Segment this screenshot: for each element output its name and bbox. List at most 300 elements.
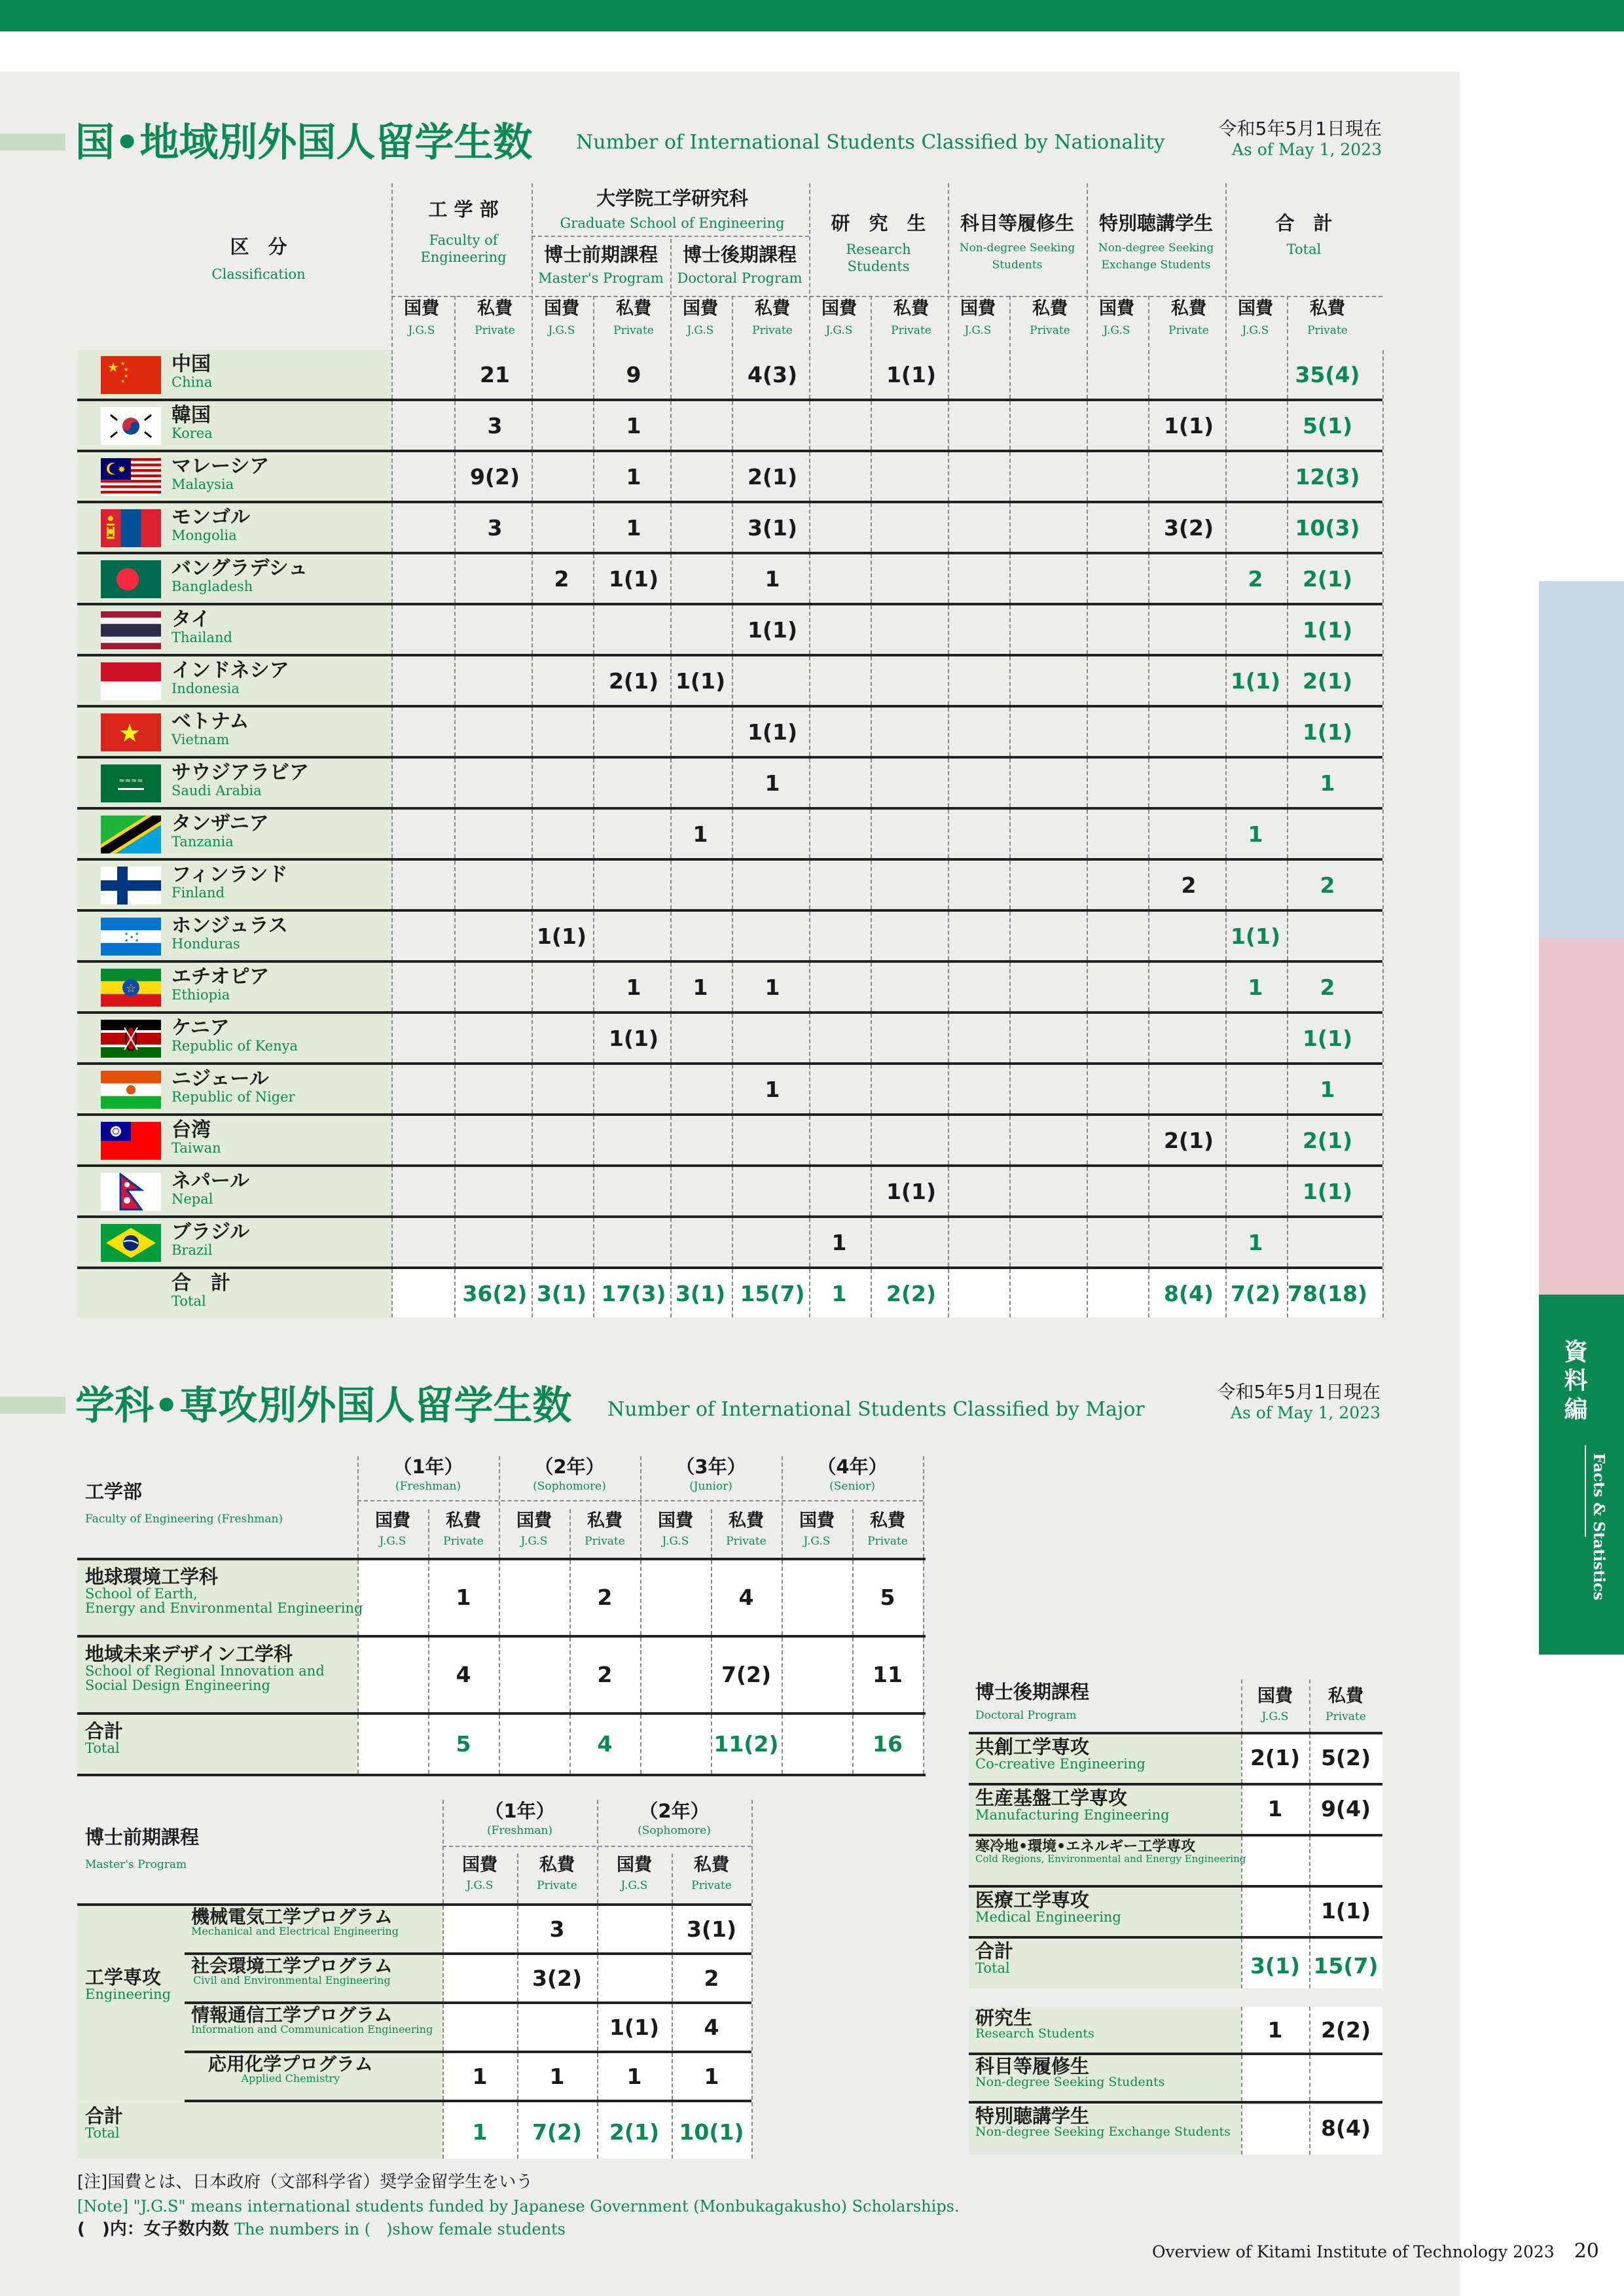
- program-name-en: Information and Communication Engineering: [191, 2023, 433, 2036]
- cell-divider: [948, 759, 949, 807]
- other-name-jp: 研究生: [975, 2007, 1033, 2029]
- cell-value: 1: [765, 975, 780, 1000]
- cell-divider: [1382, 452, 1384, 501]
- country-name-en: Republic of Niger: [171, 1088, 295, 1105]
- cell-divider: [1287, 810, 1288, 858]
- cell-value: 1(1): [608, 566, 659, 592]
- country-label: [171, 354, 212, 389]
- cell-value: 1: [626, 975, 641, 1000]
- cell-value: 2(1): [1163, 1128, 1214, 1153]
- cell-divider: [1382, 759, 1384, 807]
- group-label: [85, 1967, 171, 2001]
- cell-divider: [1087, 350, 1088, 399]
- cell-value: 1(1): [1302, 719, 1353, 745]
- cell-divider: [1148, 708, 1149, 756]
- cell-value: 7(2): [721, 1662, 772, 1687]
- cell-value: 17(3): [601, 1281, 666, 1306]
- cell-divider: [809, 861, 810, 909]
- cell-divider: [1087, 656, 1088, 705]
- cell-divider: [751, 1906, 753, 1952]
- cell-divider: [391, 1167, 393, 1215]
- cell-divider: [640, 1638, 641, 1712]
- cell-value: 1(1): [1230, 668, 1281, 694]
- program-name-en: Applied Chemistry: [241, 2072, 340, 2085]
- cell-value: 2: [1320, 975, 1335, 1000]
- cell-divider: [454, 656, 456, 705]
- country-name-jp: フィンランド: [171, 863, 288, 886]
- cell-divider: [1241, 2055, 1242, 2101]
- doctoral-head-en: Doctoral Program: [975, 1709, 1077, 1722]
- cell-value: 2: [1320, 872, 1335, 898]
- cell-divider: [1009, 1269, 1011, 1318]
- flag-brazil-icon: [101, 1224, 161, 1262]
- cell-value: 36(2): [462, 1281, 528, 1306]
- cell-divider: [871, 605, 872, 654]
- cell-value: 21: [480, 362, 510, 387]
- cell-divider: [871, 1014, 872, 1062]
- program-label: [191, 1907, 399, 1937]
- master-header-en: Master's Program: [538, 270, 664, 286]
- course-name-en: Total: [975, 1960, 1010, 1977]
- col-type-header-en: Private: [752, 324, 793, 337]
- country-label: [171, 1120, 221, 1155]
- cell-divider: [871, 708, 872, 756]
- cell-value: 2(1): [609, 2119, 660, 2145]
- cell-value: 16: [873, 1731, 903, 1757]
- major-name-en2: Social Design Engineering: [85, 1677, 270, 1694]
- course-label: [975, 1839, 1246, 1865]
- cell-divider: [357, 1715, 359, 1774]
- cell-divider: [670, 708, 672, 756]
- cell-divider: [532, 452, 533, 501]
- cell-value: 1: [1320, 1077, 1335, 1102]
- cell-value: 1: [831, 1230, 847, 1255]
- cell-value: 1(1): [608, 1026, 659, 1051]
- cell-divider: [809, 759, 810, 807]
- cell-divider: [454, 861, 456, 909]
- cell-value: 1(1): [886, 1179, 937, 1204]
- cell-value: 1(1): [1302, 1026, 1353, 1051]
- cell-value: 9(2): [469, 464, 520, 490]
- header-divider: [357, 1500, 923, 1501]
- cell-divider: [871, 1116, 872, 1164]
- cell-value: 1(1): [886, 362, 937, 387]
- course-name-en: Manufacturing Engineering: [975, 1807, 1170, 1823]
- major-date-jp: 令和5年5月1日現在: [1217, 1381, 1380, 1403]
- cell-divider: [593, 1116, 594, 1164]
- country-name-jp: ベトナム: [171, 710, 249, 733]
- program-name-jp: 情報通信工学プログラム: [191, 2004, 393, 2026]
- faculty-header-jp: 工 学 部: [428, 198, 499, 221]
- exchange-header-en1: Non-degree Seeking: [1098, 242, 1214, 255]
- row-data-background: [1241, 1837, 1382, 1885]
- nationality-title-jp: 国•地域別外国人留学生数: [75, 120, 533, 166]
- col-type-header-jp: 私費: [1032, 298, 1068, 319]
- country-name-jp: バングラデシュ: [171, 557, 308, 580]
- cell-divider: [672, 1854, 673, 1903]
- col-type-header-en: Private: [537, 1879, 577, 1892]
- cell-divider: [948, 503, 949, 552]
- master-header-jp: 博士前期課程: [543, 243, 658, 266]
- cell-divider: [670, 605, 672, 654]
- cell-divider: [948, 1218, 949, 1266]
- cell-divider: [1148, 554, 1149, 603]
- cell-divider: [1382, 503, 1384, 552]
- top-bar: [0, 0, 1624, 31]
- cell-divider: [1087, 759, 1088, 807]
- nationality-date: [1219, 118, 1382, 160]
- header-divider: [732, 296, 733, 347]
- program-name-jp: 機械電気工学プログラム: [191, 1906, 393, 1928]
- cell-value: 9(4): [1320, 1796, 1371, 1821]
- cell-divider: [1148, 656, 1149, 705]
- cell-divider: [670, 1116, 672, 1164]
- country-label: [171, 1069, 295, 1104]
- cell-value: 1: [472, 2119, 488, 2145]
- col-type-header-en: Private: [1030, 324, 1070, 337]
- nationality-section-heading: [0, 111, 1178, 164]
- cell-value: 15(7): [1313, 1953, 1379, 1979]
- col-type-header-en: J.G.S: [964, 324, 992, 337]
- master-year-en: (Freshman): [486, 1824, 553, 1837]
- ug-year-en: (Freshman): [395, 1480, 461, 1493]
- cell-divider: [532, 1167, 533, 1215]
- cell-divider: [391, 605, 393, 654]
- cell-value: 1: [472, 2064, 488, 2089]
- country-label: [171, 507, 250, 543]
- cell-value: 1: [626, 413, 641, 439]
- flag-finland-icon: [101, 867, 161, 905]
- cell-value: 1: [1267, 1796, 1283, 1821]
- cell-divider: [532, 1116, 533, 1164]
- col-type-header-en: J.G.S: [687, 324, 714, 337]
- cell-value: 1: [765, 1077, 780, 1102]
- cell-value: 1: [1267, 2017, 1283, 2043]
- header-divider: [454, 296, 456, 347]
- major-name-en1: School of Earth,: [85, 1586, 198, 1602]
- col-type-header-en: Private: [475, 324, 515, 337]
- cell-divider: [391, 554, 393, 603]
- course-name-jp: 合計: [975, 1940, 1014, 1962]
- other-name-en: Research Students: [975, 2026, 1094, 2041]
- country-label: [171, 1171, 249, 1206]
- cell-divider: [391, 656, 393, 705]
- cell-value: 4(3): [747, 362, 798, 387]
- note-female-en: The numbers in ( )show female students: [234, 2220, 566, 2239]
- cell-divider: [1087, 963, 1088, 1011]
- cell-value: 3: [487, 515, 503, 541]
- col-type-header-en: J.G.S: [1261, 1710, 1289, 1723]
- col-type-header-jp: 国費: [799, 1511, 835, 1531]
- cell-divider: [751, 2102, 753, 2159]
- cell-divider: [454, 554, 456, 603]
- svg-text:★: ★: [118, 719, 141, 747]
- col-type-header-en: J.G.S: [520, 1535, 548, 1548]
- country-name-en: Republic of Kenya: [171, 1037, 298, 1054]
- cell-value: 12(3): [1295, 464, 1360, 490]
- cell-value: 2: [597, 1662, 613, 1687]
- country-label: [171, 558, 308, 594]
- cell-value: 3(1): [1250, 1953, 1301, 1979]
- cell-divider: [809, 1116, 810, 1164]
- country-label: [171, 967, 269, 1002]
- cell-divider: [532, 605, 533, 654]
- group-label-background: [77, 1906, 185, 2101]
- flag-nepal-icon: [101, 1173, 161, 1211]
- course-name-en: Co-creative Engineering: [975, 1756, 1146, 1772]
- cell-divider: [442, 2004, 444, 2051]
- cell-divider: [391, 912, 393, 960]
- cell-divider: [1087, 810, 1088, 858]
- master-head-jp: 博士前期課程: [85, 1826, 200, 1848]
- cell-divider: [1148, 452, 1149, 501]
- other-label: [975, 2008, 1094, 2041]
- cell-divider: [1009, 1065, 1011, 1113]
- ug-year-en: (Sophomore): [533, 1480, 606, 1493]
- country-label: [171, 609, 232, 645]
- cell-divider: [670, 554, 672, 603]
- cell-divider: [1287, 912, 1288, 960]
- nationality-date-jp: 令和5年5月1日現在: [1218, 118, 1382, 139]
- major-label: [85, 1721, 123, 1755]
- svg-text:★: ★: [124, 938, 129, 943]
- table-row: [77, 1218, 1382, 1269]
- cell-value: 3(2): [532, 1965, 583, 1991]
- col-type-header-en: Private: [613, 324, 654, 337]
- country-name-en: Indonesia: [171, 680, 240, 696]
- other-name-en: Non-degree Seeking Exchange Students: [975, 2125, 1231, 2140]
- cell-value: 78(18): [1287, 1281, 1367, 1306]
- col-type-header-en: J.G.S: [1103, 324, 1130, 337]
- master-year-en: (Sophomore): [638, 1824, 711, 1837]
- cell-divider: [454, 912, 456, 960]
- cell-divider: [597, 1955, 598, 2001]
- col-type-header-jp: 国費: [658, 1511, 693, 1531]
- graduate-header-jp: 大学院工学研究科: [596, 187, 748, 209]
- country-label: [171, 456, 269, 492]
- cell-divider: [1009, 503, 1011, 552]
- cell-divider: [732, 1167, 733, 1215]
- exchange-header-en2: Exchange Students: [1101, 259, 1211, 272]
- country-name-en: Ethiopia: [171, 986, 230, 1003]
- other-label: [975, 2056, 1164, 2089]
- cell-divider: [670, 401, 672, 450]
- cell-divider: [1009, 1167, 1011, 1215]
- cell-divider: [871, 554, 872, 603]
- cell-divider: [670, 1167, 672, 1215]
- ug-year-jp: （4年）: [817, 1456, 888, 1478]
- cell-divider: [1241, 1888, 1242, 1936]
- cell-divider: [391, 708, 393, 756]
- cell-value: 2: [554, 566, 569, 592]
- flag-korea-icon: [101, 407, 161, 445]
- cell-value: 3(1): [686, 1916, 737, 1942]
- cell-divider: [640, 1715, 641, 1774]
- major-name-en2: Energy and Environmental Engineering: [85, 1600, 363, 1617]
- cell-divider: [442, 1955, 444, 2001]
- cell-divider: [454, 708, 456, 756]
- cell-divider: [1382, 1269, 1384, 1318]
- major-date-en: As of May 1, 2023: [1230, 1403, 1380, 1422]
- flag-vietnam-icon: [101, 713, 161, 751]
- cell-divider: [871, 861, 872, 909]
- ug-year-en: (Senior): [829, 1480, 875, 1493]
- group-name-jp: 工学専攻: [85, 1966, 162, 1988]
- cell-divider: [1241, 1837, 1242, 1885]
- svg-text:✸: ✸: [118, 465, 126, 475]
- col-type-header-en: J.G.S: [379, 1535, 406, 1548]
- country-label: [171, 814, 269, 849]
- cell-divider: [809, 708, 810, 756]
- nondegree-header-en2: Students: [992, 259, 1043, 272]
- cell-divider: [1225, 452, 1227, 501]
- total-label: [85, 2106, 123, 2140]
- cell-value: 1(1): [609, 2015, 660, 2040]
- cell-divider: [391, 452, 393, 501]
- major-section-heading: [0, 1374, 1178, 1427]
- country-label: [171, 1018, 298, 1053]
- cell-divider: [732, 810, 733, 858]
- cell-divider: [871, 963, 872, 1011]
- table-row: [77, 1167, 1382, 1218]
- country-name-en: Honduras: [171, 935, 240, 952]
- cell-value: 4: [456, 1662, 471, 1687]
- row-label-background: [77, 1269, 391, 1318]
- cell-divider: [593, 861, 594, 909]
- cell-value: 5: [456, 1731, 471, 1757]
- cell-divider: [1287, 1218, 1288, 1266]
- svg-text:★: ★: [120, 361, 126, 367]
- cell-divider: [1148, 1218, 1149, 1266]
- side-tab-facts: [1539, 1295, 1624, 1655]
- page-footer: [1152, 2240, 1599, 2263]
- country-name-jp: ネパール: [171, 1170, 250, 1193]
- cell-divider: [1087, 912, 1088, 960]
- other-name-jp: 科目等履修生: [975, 2055, 1090, 2077]
- header-divider: [1287, 296, 1288, 347]
- cell-divider: [948, 1269, 949, 1318]
- cell-divider: [923, 1456, 924, 1558]
- col-type-header-jp: 国費: [462, 1855, 497, 1875]
- graduate-header-en: Graduate School of Engineering: [560, 215, 785, 231]
- faculty-header-en1: Faculty of: [429, 232, 498, 248]
- cell-value: 2(2): [1320, 2017, 1371, 2043]
- cell-divider: [532, 656, 533, 705]
- col-type-header-en: J.G.S: [1242, 324, 1269, 337]
- cell-divider: [1382, 656, 1384, 705]
- cell-value: 8(4): [1163, 1281, 1214, 1306]
- cell-value: 2: [1181, 872, 1197, 898]
- cell-divider: [871, 1065, 872, 1113]
- col-type-header-en: Private: [443, 1535, 484, 1548]
- col-type-header-en: J.G.S: [621, 1879, 648, 1892]
- col-type-header-jp: 国費: [404, 298, 439, 319]
- cell-divider: [1148, 605, 1149, 654]
- heading-accent-bar: [0, 134, 65, 151]
- major-title-jp: 学科•専攻別外国人留学生数: [75, 1383, 572, 1429]
- program-name-jp: 応用化学プログラム: [208, 2053, 373, 2075]
- cell-divider: [391, 503, 393, 552]
- col-type-header-en: Private: [726, 1535, 767, 1548]
- course-label: [975, 1788, 1170, 1822]
- header-divider: [391, 183, 393, 347]
- cell-divider: [751, 2053, 753, 2100]
- cell-divider: [809, 452, 810, 501]
- ug-year-jp: （3年）: [676, 1456, 746, 1478]
- cell-value: 1(1): [1302, 1179, 1353, 1204]
- cell-value: 1: [765, 770, 780, 796]
- cell-divider: [1382, 861, 1384, 909]
- cell-divider: [517, 1854, 518, 1903]
- cell-divider: [871, 503, 872, 552]
- cell-divider: [948, 401, 949, 450]
- nondegree-header-en1: Non-degree Seeking: [959, 242, 1075, 255]
- group-name-en: Engineering: [85, 1986, 171, 2003]
- side-tab-pink: [1539, 938, 1624, 1295]
- cell-divider: [923, 1560, 924, 1635]
- cell-divider: [948, 708, 949, 756]
- col-type-header-jp: 私費: [729, 1511, 764, 1531]
- svg-text:★: ★: [107, 359, 119, 375]
- major-title-en: Number of International Students Classified by Major: [607, 1398, 1145, 1421]
- cell-divider: [1225, 1116, 1227, 1164]
- cell-divider: [1087, 1269, 1088, 1318]
- cell-value: 5(1): [1302, 413, 1353, 439]
- cell-divider: [1241, 2105, 1242, 2155]
- cell-value: 2(1): [747, 464, 798, 490]
- cell-divider: [391, 1014, 393, 1062]
- cell-divider: [948, 350, 949, 399]
- cell-divider: [1148, 1065, 1149, 1113]
- cell-value: 2: [597, 1585, 613, 1610]
- cell-divider: [391, 1065, 393, 1113]
- cell-divider: [871, 810, 872, 858]
- cell-value: 2(1): [608, 668, 659, 694]
- doctoral-header-jp: 博士後期課程: [682, 243, 797, 266]
- cell-divider: [391, 759, 393, 807]
- cell-divider: [711, 1509, 712, 1558]
- header-divider: [670, 239, 672, 347]
- col-type-header-jp: 私費: [1171, 298, 1206, 319]
- cell-value: 2(1): [1302, 668, 1353, 694]
- cell-divider: [751, 1800, 753, 1903]
- cell-divider: [1148, 1167, 1149, 1215]
- col-type-header-en: Private: [1168, 324, 1209, 337]
- total-name-jp: 合計: [85, 2105, 124, 2127]
- cell-value: 1: [626, 464, 641, 490]
- cell-value: 1(1): [675, 668, 726, 694]
- cell-divider: [751, 1955, 753, 2001]
- cell-divider: [1382, 912, 1384, 960]
- cell-divider: [1382, 1014, 1384, 1062]
- cell-divider: [593, 605, 594, 654]
- cell-divider: [1009, 605, 1011, 654]
- cell-value: 1: [456, 1585, 471, 1610]
- country-name-en: Bangladesh: [171, 578, 253, 594]
- program-name-en: Mechanical and Electrical Engineering: [191, 1925, 399, 1938]
- cell-divider: [1087, 1014, 1088, 1062]
- country-name-jp: タンザニア: [171, 812, 269, 835]
- cell-divider: [782, 1715, 783, 1774]
- table-row: [77, 605, 1382, 656]
- country-label: [171, 1222, 249, 1257]
- cell-value: 2(2): [886, 1281, 937, 1306]
- cell-divider: [532, 401, 533, 450]
- major-label: [85, 1567, 363, 1616]
- cell-value: 8(4): [1320, 2115, 1371, 2141]
- cell-divider: [1382, 963, 1384, 1011]
- cell-divider: [357, 1560, 359, 1635]
